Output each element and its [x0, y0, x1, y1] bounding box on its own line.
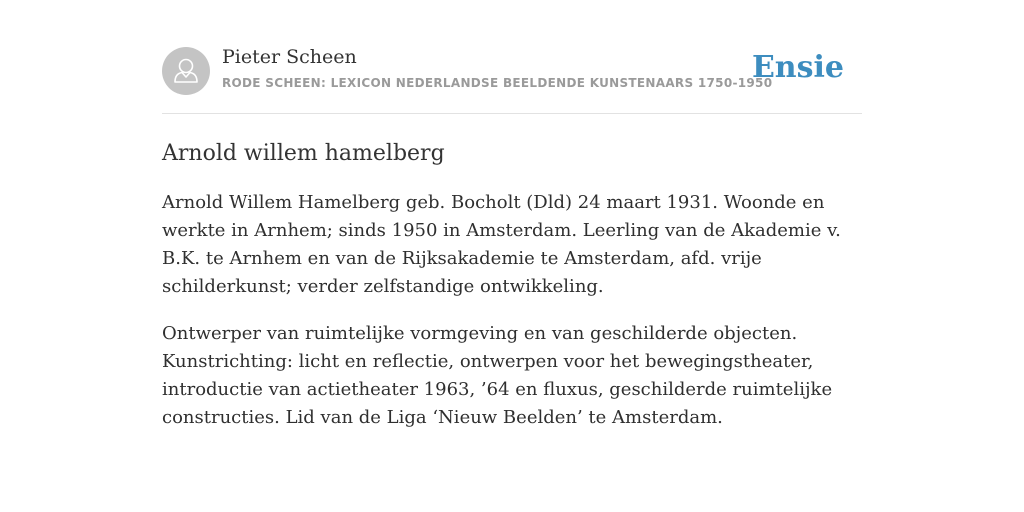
source-title[interactable]: RODE SCHEEN: LEXICON NEDERLANDSE BEELDENDE KUNSTENAARS 1750-1950	[222, 76, 773, 90]
user-icon	[162, 47, 210, 95]
entry-container	[162, 46, 862, 432]
ensie-logo[interactable]: Ensie	[751, 50, 844, 85]
article-paragraph: Arnold Willem Hamelberg geb. Bocholt (Dld) 24 maart 1931. Woonde en werkte in Arnhem; sinds 1950 in Amsterdam. Leerling van de Akademie v. B.K. te Arnhem en van de Rijksakademie te Amsterdam, afd. vrije schilderkunst; verder zelfstandige ontwikkeling.	[162, 192, 841, 297]
author-name[interactable]: Pieter Scheen	[222, 46, 357, 68]
author-avatar[interactable]	[162, 47, 210, 95]
entry-header	[162, 46, 862, 114]
article-paragraph: Ontwerper van ruimtelijke vormgeving en van geschilderde objecten. Kunstrichting: licht en reflectie, ontwerpen voor het bewegingstheater, introductie van actietheater 1963, ’64 en fluxus, geschilderde ruimtelijke constructies. Lid van de Liga ‘Nieuw Beelden’ te Amsterdam.	[162, 323, 833, 428]
article-title: Arnold willem hamelberg	[162, 141, 445, 166]
